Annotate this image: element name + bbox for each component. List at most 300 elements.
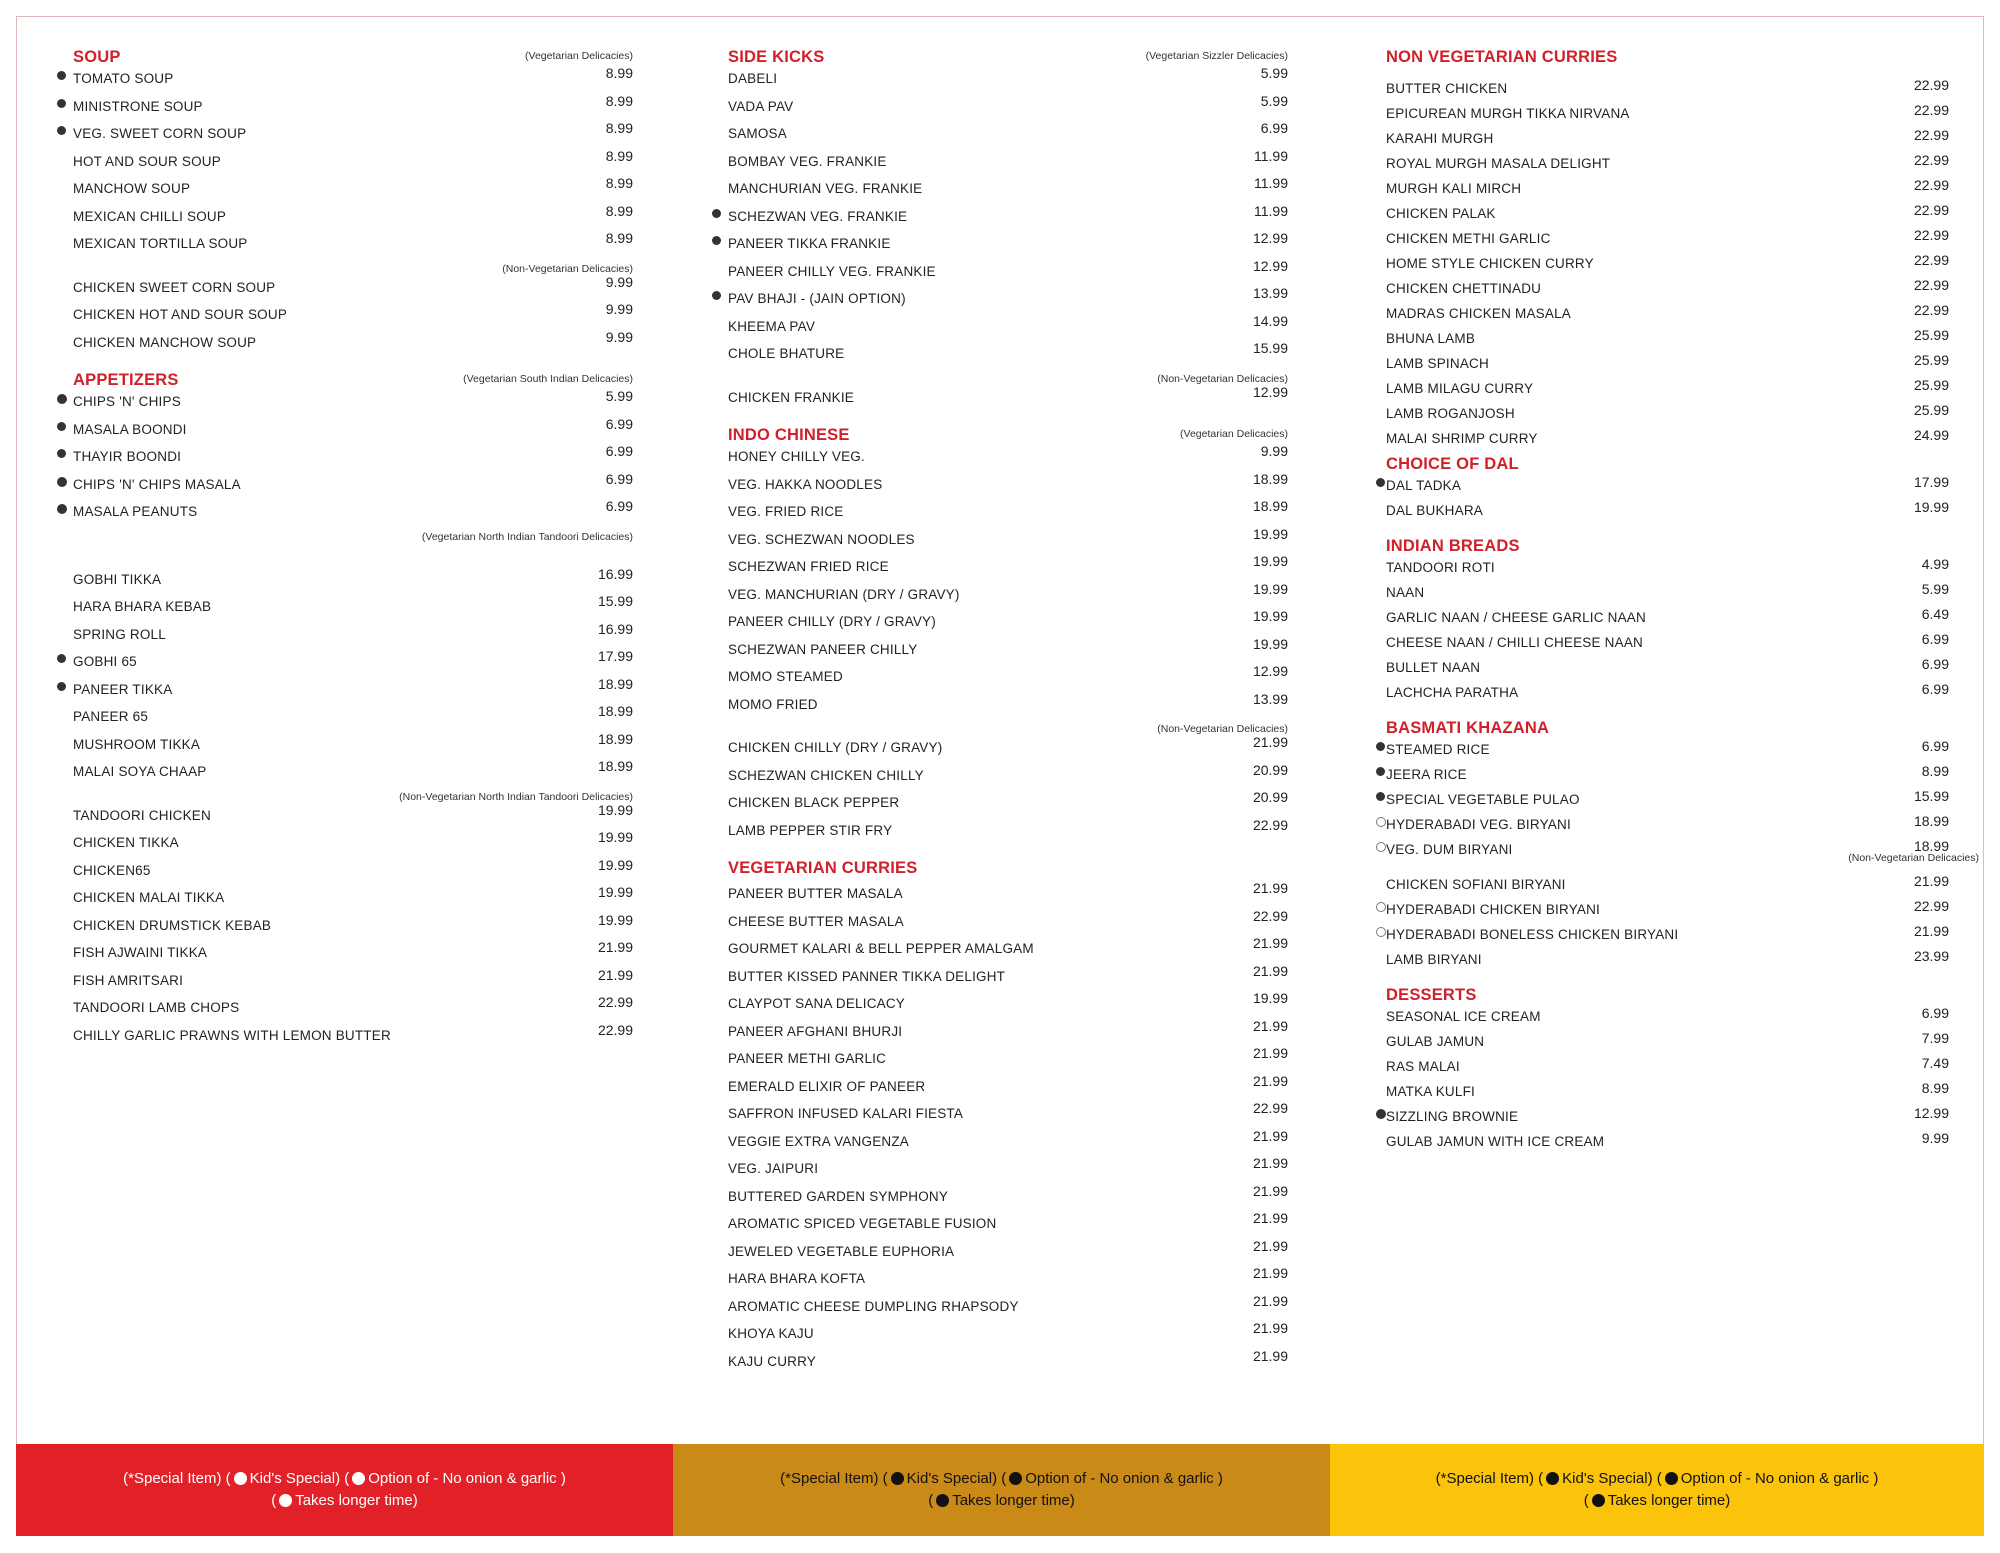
menu-item-name: NAAN bbox=[1386, 585, 1425, 600]
section-title: APPETIZERS bbox=[73, 371, 179, 389]
menu-item-price: 6.99 bbox=[1921, 1005, 1949, 1021]
menu-item-name: SCHEZWAN FRIED RICE bbox=[728, 559, 889, 574]
menu-item-name: HOT AND SOUR SOUP bbox=[73, 153, 221, 169]
menu-item bbox=[55, 911, 633, 943]
section-note: (Vegetarian North Indian Tandoori Delicacies) bbox=[421, 530, 633, 543]
menu-item-name: LAMB PEPPER STIR FRY bbox=[728, 822, 893, 838]
legend-kids: Kid's Special) ( bbox=[1562, 1470, 1662, 1487]
menu-item-price: 22.99 bbox=[1913, 102, 1949, 118]
menu-item-price: 21.99 bbox=[1913, 873, 1949, 889]
menu-item-price: 20.99 bbox=[1252, 761, 1288, 778]
menu-item bbox=[1374, 153, 1949, 178]
menu-item bbox=[1374, 739, 1949, 764]
menu-item-price: 15.99 bbox=[1913, 788, 1949, 804]
menu-item-price: 18.99 bbox=[1252, 498, 1288, 514]
menu-item-name: VEG. FRIED RICE bbox=[728, 504, 844, 519]
menu-item bbox=[55, 994, 633, 1025]
menu-item-price: 21.99 bbox=[1252, 1347, 1288, 1364]
kids-special-icon bbox=[57, 504, 67, 514]
menu-item-name: BHUNA LAMB bbox=[1386, 331, 1476, 346]
menu-item-name: SAMOSA bbox=[728, 126, 787, 141]
menu-item bbox=[710, 1210, 1288, 1241]
menu-item-price: 12.99 bbox=[1252, 663, 1288, 679]
menu-item-name: HOME STYLE CHICKEN CURRY bbox=[1386, 256, 1594, 271]
menu-item bbox=[710, 734, 1288, 765]
menu-item-name: VEG. MANCHURIAN (DRY / GRAVY) bbox=[728, 586, 960, 602]
menu-item-price: 22.99 bbox=[1913, 152, 1949, 168]
menu-item-price: 16.99 bbox=[597, 565, 633, 582]
menu-item-price: 13.99 bbox=[1252, 690, 1288, 707]
menu-item-name: PAV BHAJI - (JAIN OPTION) bbox=[728, 291, 906, 306]
menu-item-price: 22.99 bbox=[1913, 127, 1949, 143]
menu-item-name: VEG. HAKKA NOODLES bbox=[728, 476, 883, 492]
menu-item bbox=[55, 1021, 633, 1053]
menu-item-price: 6.99 bbox=[605, 498, 633, 514]
menu-item-price: 8.99 bbox=[1921, 1080, 1949, 1096]
kids-special-icon bbox=[57, 394, 67, 404]
menu-item bbox=[710, 383, 1288, 415]
menu-item-price: 9.99 bbox=[605, 301, 633, 317]
menu-item bbox=[710, 470, 1288, 502]
menu-item bbox=[710, 230, 1288, 261]
menu-item-price: 18.99 bbox=[597, 703, 633, 719]
menu-item-list bbox=[710, 65, 1288, 371]
menu-item-price: 18.99 bbox=[597, 758, 633, 774]
menu-item-name: LACHCHA PARATHA bbox=[1386, 685, 1519, 700]
legend-footer-red bbox=[16, 1444, 673, 1536]
menu-item-price: 8.99 bbox=[1921, 763, 1949, 779]
no-onion-garlic-icon bbox=[1376, 478, 1385, 487]
menu-item bbox=[710, 120, 1288, 151]
menu-item-price: 19.99 bbox=[1252, 635, 1288, 652]
menu-item bbox=[710, 1155, 1288, 1186]
menu-item-price: 5.99 bbox=[1260, 92, 1288, 109]
clock-icon bbox=[1376, 927, 1386, 937]
menu-item-name: CHIPS 'N' CHIPS bbox=[73, 394, 181, 409]
menu-item bbox=[710, 257, 1288, 289]
menu-item-price: 8.99 bbox=[605, 147, 633, 164]
menu-item-name: TOMATO SOUP bbox=[73, 71, 174, 86]
menu-item-price: 24.99 bbox=[1913, 427, 1949, 443]
section-note: (Vegetarian Delicacies) bbox=[525, 50, 633, 62]
menu-item bbox=[55, 884, 633, 915]
menu-item-name: SCHEZWAN VEG. FRANKIE bbox=[728, 208, 908, 224]
no-onion-garlic-icon bbox=[57, 99, 66, 108]
menu-item-price: 17.99 bbox=[597, 648, 633, 664]
menu-item-price: 7.49 bbox=[1921, 1055, 1949, 1071]
menu-item bbox=[55, 175, 633, 206]
menu-item-name: MOMO STEAMED bbox=[728, 669, 843, 684]
legend-footer-gold bbox=[673, 1444, 1330, 1536]
menu-item-name: CHICKEN HOT AND SOUR SOUP bbox=[73, 307, 288, 322]
section-desserts-header bbox=[1374, 984, 1949, 1006]
menu-item bbox=[1374, 178, 1949, 203]
menu-item-price: 19.99 bbox=[1252, 525, 1288, 542]
section-title: VEGETARIAN CURRIES bbox=[728, 859, 918, 877]
menu-item bbox=[710, 880, 1288, 911]
menu-item-name: CHICKEN CHETTINADU bbox=[1386, 281, 1542, 296]
menu-item-price: 21.99 bbox=[1252, 1237, 1288, 1254]
menu-column-1 bbox=[55, 46, 633, 1052]
section-title: SIDE KICKS bbox=[728, 48, 825, 66]
menu-item-name: BOMBAY VEG. FRANKIE bbox=[728, 153, 887, 169]
menu-item-price: 8.99 bbox=[605, 230, 633, 246]
menu-item-price: 9.99 bbox=[605, 273, 633, 290]
menu-item-name: CHICKEN DRUMSTICK KEBAB bbox=[73, 917, 272, 933]
menu-item bbox=[710, 312, 1288, 344]
menu-item bbox=[55, 703, 633, 734]
menu-item bbox=[1374, 632, 1949, 657]
menu-item bbox=[710, 962, 1288, 994]
section-note: (Non-Vegetarian Delicacies) bbox=[1848, 852, 1979, 864]
menu-item-name: SCHEZWAN CHICKEN CHILLY bbox=[728, 767, 924, 783]
menu-item bbox=[710, 580, 1288, 612]
menu-item bbox=[1374, 78, 1949, 103]
section-vegcurries-header bbox=[710, 857, 1288, 879]
menu-item-list bbox=[710, 443, 1288, 721]
menu-item-name: PANEER CHILLY VEG. FRANKIE bbox=[728, 263, 936, 279]
menu-item bbox=[1374, 378, 1949, 403]
no-onion-garlic-icon bbox=[57, 654, 66, 663]
section-note: (Vegetarian Sizzler Delicacies) bbox=[1145, 50, 1288, 62]
menu-item bbox=[1374, 682, 1949, 707]
section-title: BASMATI KHAZANA bbox=[1386, 719, 1550, 737]
menu-item-list bbox=[1374, 557, 1949, 707]
no-onion-garlic-icon bbox=[1376, 792, 1385, 801]
menu-item-name: JEERA RICE bbox=[1386, 767, 1467, 782]
menu-item-name: AROMATIC SPICED VEGETABLE FUSION bbox=[728, 1216, 997, 1231]
menu-item bbox=[55, 801, 633, 833]
legend-special: (*Special Item) ( bbox=[123, 1470, 231, 1487]
menu-item-list bbox=[55, 273, 633, 360]
menu-item-name: VEG. JAIPURI bbox=[728, 1161, 819, 1176]
subsection-note-row bbox=[55, 789, 633, 805]
menu-item-name: MEXICAN TORTILLA SOUP bbox=[73, 236, 248, 251]
menu-item-price: 21.99 bbox=[1252, 1210, 1288, 1226]
section-note: (Non-Vegetarian Delicacies) bbox=[1157, 372, 1288, 385]
menu-item bbox=[710, 1320, 1288, 1351]
menu-item-name: CHICKEN SOFIANI BIRYANI bbox=[1386, 877, 1566, 892]
menu-item-price: 18.99 bbox=[1913, 813, 1949, 829]
menu-item-price: 21.99 bbox=[1913, 923, 1949, 939]
menu-item-price: 19.99 bbox=[1252, 553, 1288, 569]
subsection-note-row bbox=[710, 721, 1288, 737]
menu-item bbox=[1374, 657, 1949, 682]
menu-item-price: 19.99 bbox=[597, 829, 633, 845]
menu-item bbox=[710, 1292, 1288, 1324]
section-note: (Vegetarian South Indian Delicacies) bbox=[463, 373, 633, 385]
menu-item-name: GOURMET KALARI & BELL PEPPER AMALGAM bbox=[728, 941, 1034, 956]
no-onion-garlic-icon bbox=[57, 682, 66, 691]
menu-item-name: MANCHOW SOUP bbox=[73, 181, 191, 196]
menu-column-2 bbox=[710, 46, 1288, 1378]
legend-longer: Takes longer time) bbox=[952, 1492, 1075, 1509]
menu-item bbox=[55, 620, 633, 652]
menu-item bbox=[710, 443, 1288, 474]
menu-item-name: EMERALD ELIXIR OF PANEER bbox=[728, 1078, 926, 1094]
menu-item bbox=[55, 388, 633, 419]
menu-item-name: CHICKEN PALAK bbox=[1386, 206, 1496, 221]
menu-item-price: 22.99 bbox=[1252, 907, 1288, 924]
menu-item-name: GULAB JAMUN WITH ICE CREAM bbox=[1386, 1134, 1605, 1149]
menu-item bbox=[710, 1182, 1288, 1214]
menu-item-price: 22.99 bbox=[1913, 177, 1949, 193]
menu-item-name: VADA PAV bbox=[728, 98, 794, 114]
menu-item-price: 25.99 bbox=[1913, 327, 1949, 343]
subsection-note-row bbox=[55, 529, 633, 569]
menu-item-price: 19.99 bbox=[597, 884, 633, 900]
menu-item-name: GOBHI 65 bbox=[73, 654, 137, 669]
menu-item-price: 22.99 bbox=[1913, 227, 1949, 243]
menu-item-price: 9.99 bbox=[1921, 1130, 1949, 1146]
menu-item-price: 12.99 bbox=[1252, 257, 1288, 274]
menu-item-name: MALAI SOYA CHAAP bbox=[73, 764, 207, 779]
menu-item bbox=[1374, 1106, 1949, 1131]
menu-item bbox=[1374, 353, 1949, 378]
menu-item bbox=[710, 340, 1288, 371]
menu-item bbox=[1374, 475, 1949, 500]
menu-item-name: THAYIR BOONDI bbox=[73, 449, 182, 464]
subsection-note-row bbox=[1374, 852, 1979, 874]
menu-item bbox=[710, 175, 1288, 206]
menu-item-price: 21.99 bbox=[1252, 1127, 1288, 1144]
menu-item-price: 6.99 bbox=[605, 443, 633, 459]
menu-item-name: MALAI SHRIMP CURRY bbox=[1386, 431, 1538, 446]
no-onion-garlic-icon bbox=[57, 422, 66, 431]
menu-item bbox=[710, 1100, 1288, 1131]
menu-item-name: LAMB SPINACH bbox=[1386, 356, 1489, 371]
menu-item bbox=[710, 1017, 1288, 1049]
menu-item bbox=[1374, 1056, 1949, 1081]
menu-item bbox=[1374, 924, 1949, 949]
menu-item bbox=[55, 120, 633, 151]
menu-item-price: 6.49 bbox=[1921, 606, 1949, 622]
no-onion-garlic-icon bbox=[712, 291, 721, 300]
section-nonvegcurries-header bbox=[1374, 46, 1949, 68]
no-onion-garlic-icon bbox=[1009, 1472, 1022, 1485]
menu-item bbox=[1374, 582, 1949, 607]
menu-item bbox=[55, 230, 633, 261]
menu-item bbox=[710, 1072, 1288, 1104]
menu-item-name: KHOYA KAJU bbox=[728, 1326, 814, 1341]
menu-item-name: MATKA KULFI bbox=[1386, 1084, 1475, 1099]
menu-item-price: 22.99 bbox=[1913, 202, 1949, 218]
menu-item bbox=[1374, 203, 1949, 228]
menu-item bbox=[1374, 103, 1949, 128]
legend-line-2: ( Takes longer time) bbox=[271, 1492, 418, 1509]
menu-item-list bbox=[710, 880, 1288, 1378]
menu-item-name: CHICKEN MANCHOW SOUP bbox=[73, 334, 257, 350]
section-title: CHOICE OF DAL bbox=[1386, 455, 1519, 473]
menu-item-price: 8.99 bbox=[605, 202, 633, 219]
menu-item-name: TANDOORI CHICKEN bbox=[73, 807, 211, 823]
menu-item-price: 5.99 bbox=[605, 388, 633, 404]
legend-footer-yellow bbox=[1330, 1444, 1984, 1536]
menu-item bbox=[1374, 814, 1949, 839]
menu-item-name: CHICKEN SWEET CORN SOUP bbox=[73, 279, 276, 295]
menu-item bbox=[55, 273, 633, 305]
menu-item bbox=[1374, 899, 1949, 924]
menu-item-price: 21.99 bbox=[1252, 1045, 1288, 1061]
menu-item bbox=[55, 328, 633, 360]
kids-special-icon bbox=[1376, 1109, 1386, 1119]
no-onion-garlic-icon bbox=[57, 126, 66, 135]
menu-item-price: 21.99 bbox=[1252, 1155, 1288, 1171]
menu-item bbox=[55, 443, 633, 474]
menu-item-price: 21.99 bbox=[597, 966, 633, 983]
legend-line-2: ( Takes longer time) bbox=[1583, 1492, 1731, 1509]
menu-item bbox=[1374, 328, 1949, 353]
menu-item bbox=[710, 498, 1288, 529]
clock-icon bbox=[1376, 902, 1386, 912]
legend-special: (*Special Item) ( bbox=[1435, 1470, 1544, 1487]
menu-item-name: MASALA PEANUTS bbox=[73, 504, 198, 519]
menu-item-price: 17.99 bbox=[1913, 474, 1949, 490]
menu-item-name: SEASONAL ICE CREAM bbox=[1386, 1009, 1541, 1024]
menu-item-price: 13.99 bbox=[1252, 285, 1288, 301]
menu-item-price: 25.99 bbox=[1913, 352, 1949, 368]
menu-item-name: CHOLE BHATURE bbox=[728, 346, 845, 361]
menu-item bbox=[55, 498, 633, 529]
menu-item-name: HONEY CHILLY VEG. bbox=[728, 449, 865, 464]
menu-item-name: TANDOORI LAMB CHOPS bbox=[73, 1000, 240, 1015]
menu-item-name: PANEER TIKKA bbox=[73, 681, 173, 697]
clock-icon bbox=[1592, 1494, 1605, 1507]
menu-item bbox=[710, 690, 1288, 722]
menu-item-price: 6.99 bbox=[1921, 681, 1949, 697]
legend-longer: Takes longer time) bbox=[1607, 1492, 1731, 1509]
menu-item-price: 22.99 bbox=[1913, 252, 1949, 268]
menu-item-name: CLAYPOT SANA DELICACY bbox=[728, 996, 906, 1011]
menu-item bbox=[1374, 1006, 1949, 1031]
menu-item-name: GOBHI TIKKA bbox=[73, 571, 162, 587]
menu-item bbox=[55, 730, 633, 762]
menu-item bbox=[55, 856, 633, 888]
menu-item-name: MINISTRONE SOUP bbox=[73, 98, 203, 114]
menu-item-name: HARA BHARA KOFTA bbox=[728, 1271, 866, 1286]
menu-item bbox=[55, 829, 633, 860]
section-title: DESSERTS bbox=[1386, 986, 1477, 1004]
menu-item-price: 6.99 bbox=[605, 470, 633, 487]
menu-item-price: 21.99 bbox=[597, 939, 633, 955]
menu-item-name: SAFFRON INFUSED KALARI FIESTA bbox=[728, 1106, 964, 1121]
menu-item-list bbox=[1374, 475, 1949, 525]
menu-item-list bbox=[1374, 874, 1949, 974]
menu-item-price: 21.99 bbox=[1252, 1182, 1288, 1199]
menu-item bbox=[710, 761, 1288, 793]
kids-special-icon bbox=[891, 1472, 904, 1485]
menu-item-name: PANEER BUTTER MASALA bbox=[728, 886, 903, 901]
menu-item-name: BULLET NAAN bbox=[1386, 660, 1481, 675]
menu-item-name: ROYAL MURGH MASALA DELIGHT bbox=[1386, 156, 1611, 171]
menu-item-name: KAJU CURRY bbox=[728, 1353, 817, 1369]
menu-item-price: 19.99 bbox=[1252, 990, 1288, 1006]
menu-item bbox=[710, 1045, 1288, 1076]
menu-item bbox=[710, 1265, 1288, 1296]
no-onion-garlic-icon bbox=[1376, 742, 1385, 751]
menu-item-name: PANEER 65 bbox=[73, 709, 149, 724]
menu-item-price: 5.99 bbox=[1260, 65, 1288, 81]
menu-item-name: MOMO FRIED bbox=[728, 696, 818, 712]
section-indochinese-header bbox=[710, 424, 1288, 446]
menu-item-price: 18.99 bbox=[597, 675, 633, 692]
no-onion-garlic-icon bbox=[57, 449, 66, 458]
menu-item bbox=[710, 1127, 1288, 1159]
menu-item-name: SPRING ROLL bbox=[73, 626, 166, 642]
menu-item-price: 12.99 bbox=[1252, 230, 1288, 246]
menu-item-name: PANEER TIKKA FRANKIE bbox=[728, 236, 891, 251]
menu-item bbox=[55, 758, 633, 789]
menu-item-name: BUTTER CHICKEN bbox=[1386, 81, 1508, 96]
menu-item bbox=[1374, 228, 1949, 253]
menu-item-name: VEG. SWEET CORN SOUP bbox=[73, 126, 247, 141]
menu-item-name: KARAHI MURGH bbox=[1386, 131, 1494, 146]
menu-item-price: 18.99 bbox=[1252, 470, 1288, 487]
menu-item-name: MASALA BOONDI bbox=[73, 421, 187, 437]
menu-item bbox=[1374, 428, 1949, 453]
menu-item-price: 8.99 bbox=[605, 120, 633, 136]
menu-item-list bbox=[710, 734, 1288, 847]
menu-item-price: 22.99 bbox=[1913, 898, 1949, 914]
section-sidekicks-header bbox=[710, 46, 1288, 68]
kids-special-icon bbox=[57, 477, 67, 487]
menu-item-name: RAS MALAI bbox=[1386, 1059, 1460, 1074]
menu-item bbox=[710, 147, 1288, 179]
menu-item bbox=[55, 92, 633, 124]
menu-item-name: DABELI bbox=[728, 71, 778, 86]
menu-item-name: CHICKEN METHI GARLIC bbox=[1386, 231, 1551, 246]
menu-item-name: MURGH KALI MIRCH bbox=[1386, 181, 1522, 196]
menu-item bbox=[710, 663, 1288, 694]
menu-item-name: BUTTER KISSED PANNER TIKKA DELIGHT bbox=[728, 968, 1006, 984]
menu-item-name: JEWELED VEGETABLE EUPHORIA bbox=[728, 1243, 955, 1259]
menu-item-price: 21.99 bbox=[1252, 935, 1288, 951]
menu-item bbox=[710, 553, 1288, 584]
menu-item-price: 15.99 bbox=[1252, 340, 1288, 356]
legend-special: (*Special Item) ( bbox=[780, 1470, 888, 1487]
no-onion-garlic-icon bbox=[1376, 767, 1385, 776]
menu-item-price: 21.99 bbox=[1252, 1265, 1288, 1281]
menu-item-list bbox=[1374, 1006, 1949, 1156]
menu-item-price: 11.99 bbox=[1254, 202, 1288, 219]
menu-item-list bbox=[55, 65, 633, 261]
menu-item bbox=[710, 1347, 1288, 1379]
menu-item bbox=[710, 816, 1288, 848]
menu-item bbox=[55, 565, 633, 597]
menu-item-price: 19.99 bbox=[1913, 499, 1949, 515]
menu-item-price: 14.99 bbox=[1252, 312, 1288, 329]
menu-item-price: 25.99 bbox=[1913, 377, 1949, 393]
menu-item-name: EPICUREAN MURGH TIKKA NIRVANA bbox=[1386, 106, 1630, 121]
menu-item-name: CHICKEN65 bbox=[73, 862, 151, 878]
menu-item bbox=[710, 285, 1288, 316]
menu-item-price: 19.99 bbox=[597, 801, 633, 818]
menu-item bbox=[55, 470, 633, 502]
no-onion-garlic-icon bbox=[1665, 1472, 1678, 1485]
menu-item bbox=[710, 907, 1288, 939]
menu-item-price: 7.99 bbox=[1921, 1030, 1949, 1046]
menu-item-name: PANEER AFGHANI BHURJI bbox=[728, 1023, 903, 1039]
section-note: (Non-Vegetarian Delicacies) bbox=[502, 262, 633, 275]
menu-item bbox=[1374, 1081, 1949, 1106]
menu-item-name: CHILLY GARLIC PRAWNS WITH LEMON BUTTER bbox=[73, 1027, 391, 1043]
section-title: INDIAN BREADS bbox=[1386, 537, 1520, 555]
menu-item-name: VEG. SCHEZWAN NOODLES bbox=[728, 531, 915, 547]
menu-item-price: 12.99 bbox=[1252, 383, 1288, 400]
menu-item-name: VEG. DUM BIRYANI bbox=[1386, 842, 1513, 857]
menu-item-price: 18.99 bbox=[1913, 838, 1949, 854]
menu-item-name: CHEESE BUTTER MASALA bbox=[728, 913, 904, 929]
